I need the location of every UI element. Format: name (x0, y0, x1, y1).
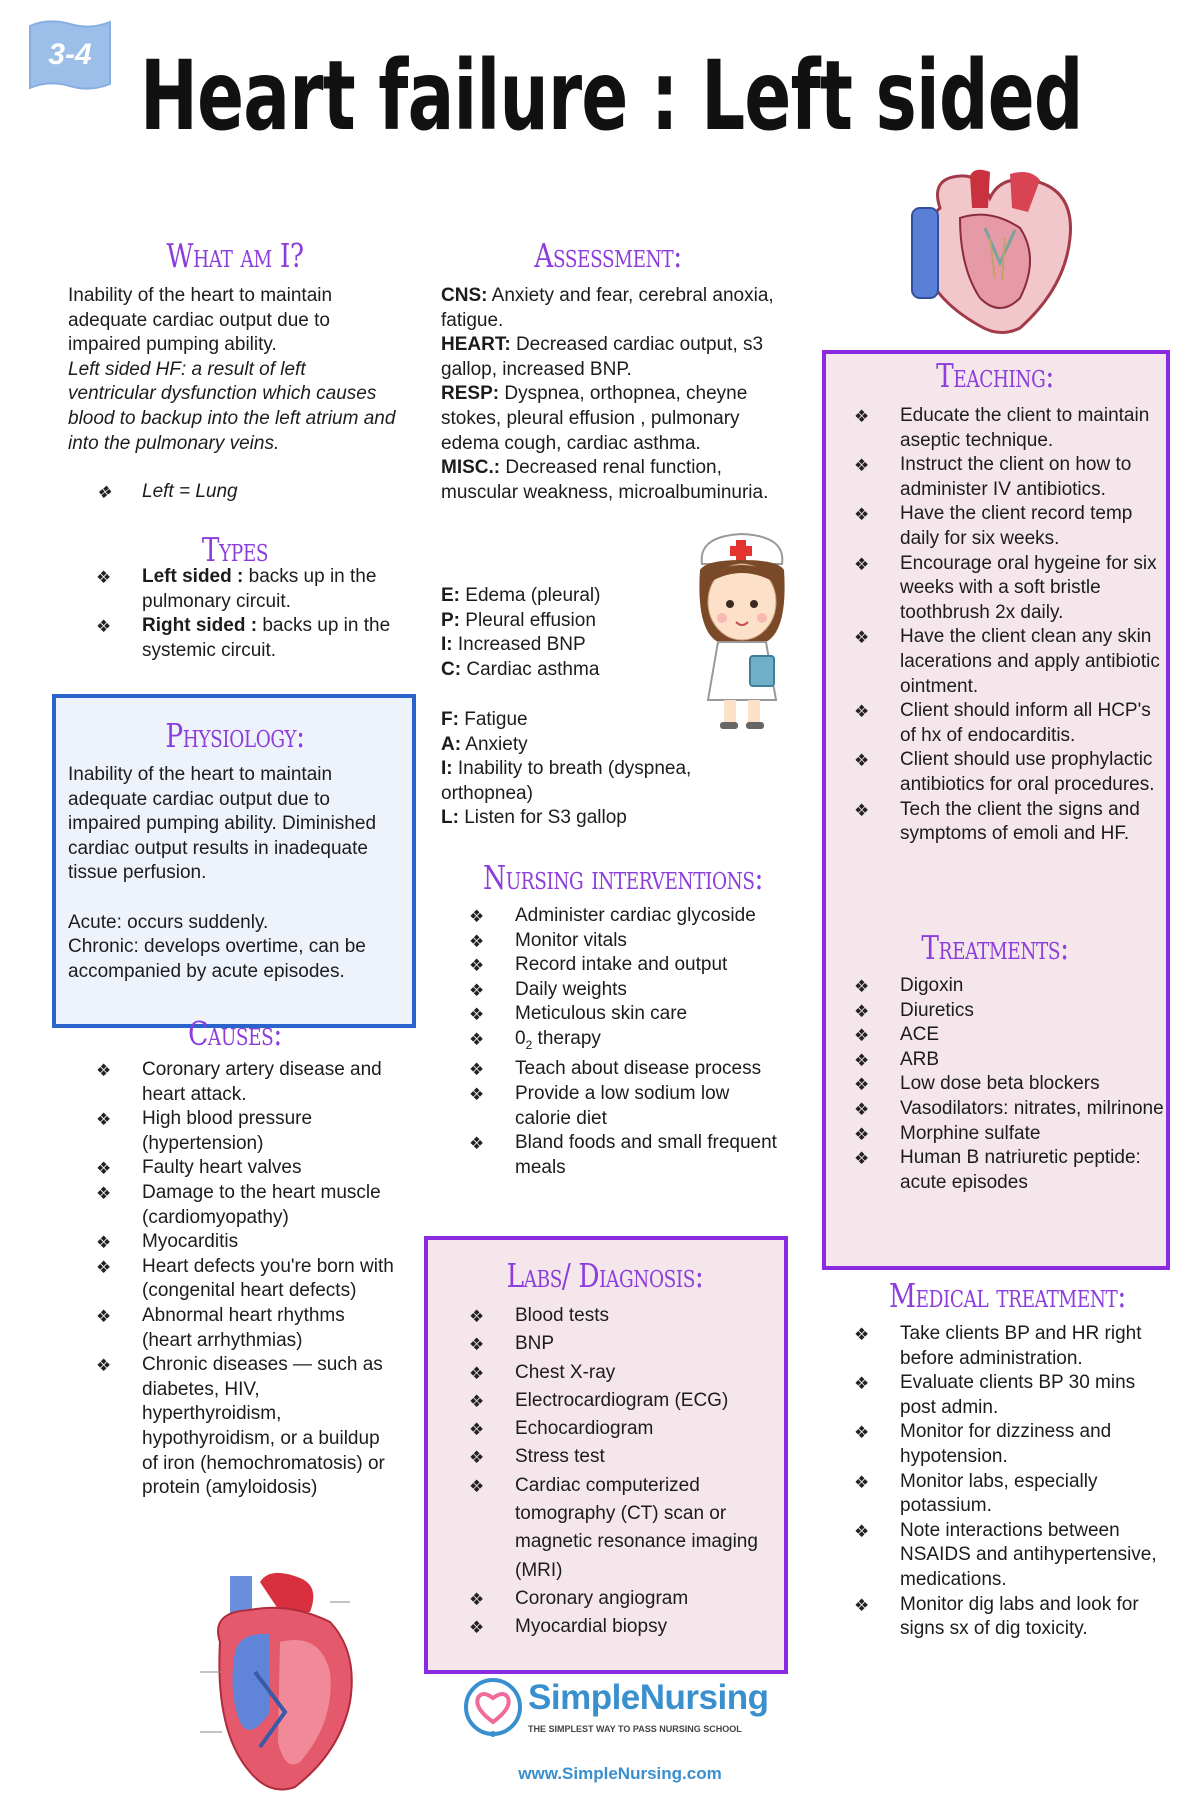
list-item: ❖ Chest X-ray (441, 1359, 781, 1387)
list-item: ❖ Administer cardiac glycoside (441, 904, 781, 929)
list-item: ❖ Heart defects you're born with (congenital heart defects) (96, 1255, 394, 1302)
list-item: ❖ Monitor labs, especially potassium. (854, 1470, 1098, 1517)
list-item: ❖ Vasodilators: nitrates, milrinone (826, 1097, 1170, 1122)
list-item: ❖ Electrocardiogram (ECG) (441, 1387, 781, 1415)
what-am-i-list (68, 480, 398, 505)
list-item: ❖ Daily weights (441, 978, 781, 1003)
assessment-cns: CNS: Anxiety and fear, cerebral anoxia, fatigue. (441, 285, 774, 331)
mnemonic-line: E: Edema (pleural) (441, 585, 601, 606)
diamond-bullet-icon: ❖ (469, 907, 485, 926)
physiology-heading: Physiology: (165, 716, 305, 755)
labs-list (441, 1302, 781, 1642)
diamond-bullet-icon: ❖ (469, 1005, 485, 1025)
mnemonic-line: I: Inability to breath (dyspnea, orthopnea) (441, 758, 692, 804)
diamond-bullet-icon: ❖ (854, 407, 870, 426)
diamond-bullet-icon: ❖ (96, 1257, 112, 1277)
physiology-body (68, 763, 408, 984)
list-item: ❖ ACE (826, 1023, 1170, 1048)
diamond-bullet-icon: ❖ (469, 1084, 485, 1104)
diamond-bullet-icon: ❖ (854, 1124, 870, 1144)
brand-name: SimpleNursing (528, 1678, 769, 1717)
medical-treatment-list (826, 1322, 1170, 1642)
teaching-list (826, 404, 1170, 847)
list-item: ❖ Human B natriuretic peptide: acute episodes (854, 1147, 1141, 1193)
simplenursing-logo (462, 1676, 782, 1746)
diamond-bullet-icon: ❖ (469, 1420, 485, 1440)
nurse-illustration (688, 530, 796, 730)
list-item: ❖ Left sided : backs up in the pulmonary circuit. (96, 566, 377, 612)
list-item: ❖ Abnormal heart rhythms (heart arrhythmias) (96, 1304, 345, 1351)
diamond-bullet-icon: ❖ (96, 1306, 112, 1326)
diamond-bullet-icon: ❖ (469, 1307, 485, 1326)
diamond-bullet-icon: ❖ (96, 1356, 112, 1376)
types-list (68, 565, 398, 663)
diamond-bullet-icon: ❖ (854, 554, 870, 574)
heart-stethoscope-icon (462, 1676, 524, 1738)
brand-tagline: THE SIMPLEST WAY TO PASS NURSING SCHOOL (528, 1724, 742, 1734)
diamond-bullet-icon: ❖ (854, 1001, 870, 1021)
diamond-bullet-icon: ❖ (854, 1075, 870, 1095)
types-heading: Types (201, 530, 269, 569)
diamond-bullet-icon: ❖ (96, 1159, 112, 1179)
list-item: ❖ Cardiac computerized tomography (CT) scan or magnetic resonance imaging (MRI) (469, 1474, 758, 1581)
list-item: ❖ Stress test (441, 1443, 781, 1471)
assessment-resp: RESP: Dyspnea, orthopnea, cheyne stokes, pleural effusion , pulmonary edema cough, cardiac asthma. (441, 383, 748, 454)
diamond-bullet-icon: ❖ (96, 483, 112, 502)
definition-text: Inability of the heart to maintain adequate cardiac output due to impaired pumping ability. (68, 285, 333, 356)
diamond-bullet-icon: ❖ (854, 977, 870, 996)
diamond-bullet-icon: ❖ (469, 956, 485, 976)
list-item: ❖ Blood tests (441, 1302, 781, 1330)
list-item: ❖ Diuretics (826, 999, 1170, 1024)
heart-cross-section-illustration (200, 1572, 360, 1796)
list-item: ❖ $0_2$ therapy (469, 1027, 601, 1052)
teaching-heading: Teaching: (936, 356, 1054, 395)
diamond-bullet-icon: ❖ (96, 1061, 112, 1080)
left-sided-note: Left sided HF: a result of left ventricular dysfunction which causes blood to backup into the left atrium and into the pulmonary veins. (68, 358, 396, 454)
diamond-bullet-icon: ❖ (854, 1374, 870, 1394)
list-item: ❖ Provide a low sodium low calorie diet (469, 1082, 730, 1129)
diamond-bullet-icon: ❖ (96, 568, 112, 587)
diamond-bullet-icon: ❖ (96, 1233, 112, 1253)
chronic-text: Chronic: develops overtime, can be accompanied by acute episodes. (68, 936, 366, 982)
list-item: ❖ Right sided : backs up in the systemic circuit. (96, 615, 391, 661)
list-item: ❖ Myocarditis (68, 1230, 398, 1255)
list-item: ❖ Morphine sulfate (826, 1122, 1170, 1147)
diamond-bullet-icon: ❖ (854, 1595, 870, 1615)
list-item: ❖ Monitor vitals (441, 929, 781, 954)
diamond-bullet-icon: ❖ (854, 800, 870, 820)
diamond-bullet-icon: ❖ (96, 1110, 112, 1130)
heart-anatomy-illustration (900, 168, 1090, 338)
diamond-bullet-icon: ❖ (854, 1423, 870, 1443)
list-item: ❖ Echocardiogram (441, 1415, 781, 1443)
diamond-bullet-icon: ❖ (854, 1521, 870, 1541)
treatments-heading: Treatments: (921, 928, 1069, 967)
mnemonic-line: P: Pleural effusion (441, 609, 596, 631)
diamond-bullet-icon: ❖ (854, 1026, 870, 1046)
list-item: ❖ Meticulous skin care (441, 1002, 781, 1027)
mnemonic-line: C: Cardiac asthma (441, 658, 600, 680)
diamond-bullet-icon: ❖ (854, 1325, 870, 1344)
assessment-heart: HEART: Decreased cardiac output, s3 gallop, increased BNP. (441, 334, 764, 380)
list-item: ❖ Have the client clean any skin lacerations and apply antibiotic ointment. (854, 626, 1160, 697)
diamond-bullet-icon: ❖ (854, 1050, 870, 1070)
list-item: ❖ ARB (826, 1048, 1170, 1073)
diamond-bullet-icon: ❖ (469, 1448, 485, 1468)
what-am-i-heading: What am I? (166, 236, 304, 275)
list-item: ❖ Educate the client to maintain aseptic technique. (854, 405, 1150, 451)
assessment-misc: MISC.: Decreased renal function, muscular weakness, microalbuminuria. (441, 457, 769, 503)
list-item: ❖ Client should use prophylactic antibiotics for oral procedures. (854, 749, 1155, 795)
list-item: ❖ Bland foods and small frequent meals (469, 1132, 777, 1178)
list-item: ❖ Teach about disease process (441, 1057, 781, 1082)
list-item: ❖ Chronic diseases — such as diabetes, HIV, hyperthyroidism, hypothyroidism, or a buildup of iron (hemochromatosis) or protein (amyloidosis) (96, 1354, 385, 1499)
list-item: ❖ Faulty heart valves (68, 1156, 398, 1181)
list-item: ❖ Note interactions between NSAIDS and antihypertensive, medications. (854, 1519, 1157, 1590)
list-item: ❖ Digoxin (826, 974, 1170, 999)
list-item: ❖ Record intake and output (441, 953, 781, 978)
diamond-bullet-icon: ❖ (854, 505, 870, 525)
diamond-bullet-icon: ❖ (469, 1335, 485, 1355)
mnemonic-line: L: Listen for S3 gallop (441, 807, 627, 829)
list-item: ❖ Tech the client the signs and symptoms of emoli and HF. (854, 798, 1140, 845)
diamond-bullet-icon: ❖ (854, 456, 870, 476)
mnemonic-epic (441, 584, 701, 682)
diamond-bullet-icon: ❖ (469, 1363, 485, 1383)
page-number-badge (28, 18, 112, 92)
list-item: ❖ Coronary angiogram (441, 1585, 781, 1613)
causes-list (68, 1058, 398, 1501)
list-item: ❖ Evaluate clients BP 30 mins post admin. (854, 1372, 1136, 1418)
diamond-bullet-icon: ❖ (854, 702, 870, 722)
list-item: ❖ Have the client record temp daily for six weeks. (854, 503, 1133, 549)
website-link[interactable]: www.SimpleNursing.com (518, 1764, 722, 1783)
list-item: ❖ Client should inform all HCP's of hx of endocarditis. (854, 700, 1151, 746)
treatments-list (826, 974, 1170, 1195)
diamond-bullet-icon: ❖ (96, 1183, 112, 1203)
list-item: ❖ Monitor dig labs and look for signs sx of dig toxicity. (854, 1593, 1139, 1640)
assessment-body (441, 284, 781, 505)
physiology-paragraph: Inability of the heart to maintain adequate cardiac output due to impaired pumping ability. Diminished cardiac output results in inadequate tissue perfusion. (68, 764, 377, 884)
nursing-interventions-list (441, 904, 781, 1180)
list-item: ❖ Left = Lung (68, 480, 398, 505)
list-item: ❖ Myocardial biopsy (441, 1613, 781, 1641)
medical-treatment-heading: Medical treatment: (889, 1276, 1126, 1315)
mnemonic-line: I: Increased BNP (441, 634, 586, 656)
diamond-bullet-icon: ❖ (854, 1472, 870, 1492)
diamond-bullet-icon: ❖ (96, 617, 112, 637)
diamond-bullet-icon: ❖ (854, 751, 870, 771)
list-item: ❖ Instruct the client on how to administer IV antibiotics. (854, 454, 1132, 500)
list-item: ❖ Coronary artery disease and heart attack. (96, 1059, 382, 1105)
list-item: ❖ BNP (441, 1330, 781, 1358)
labs-heading: Labs/ Diagnosis: (506, 1256, 704, 1295)
list-item: ❖ Take clients BP and HR right before administration. (854, 1323, 1142, 1369)
list-item: ❖ Monitor for dizziness and hypotension. (854, 1421, 1112, 1467)
diamond-bullet-icon: ❖ (469, 980, 485, 1000)
diamond-bullet-icon: ❖ (469, 1029, 485, 1049)
nursing-interventions-heading: Nursing interventions: (483, 858, 764, 897)
diamond-bullet-icon: ❖ (469, 1391, 485, 1411)
mnemonic-line: A: Anxiety (441, 733, 528, 755)
page-number: 3-4 (48, 38, 92, 71)
diamond-bullet-icon: ❖ (469, 1134, 485, 1154)
diamond-bullet-icon: ❖ (854, 628, 870, 648)
mnemonic-line: F: Fatigue (441, 709, 528, 730)
list-item: ❖ Damage to the heart muscle (cardiomyopathy) (96, 1181, 381, 1228)
diamond-bullet-icon: ❖ (469, 1618, 485, 1638)
list-item: ❖ High blood pressure (hypertension) (96, 1108, 313, 1154)
diamond-bullet-icon: ❖ (469, 931, 485, 951)
page-title: Heart failure : Left sided (140, 40, 1083, 152)
diamond-bullet-icon: ❖ (469, 1476, 485, 1496)
diamond-bullet-icon: ❖ (469, 1060, 485, 1080)
causes-heading: Causes: (188, 1014, 282, 1053)
diamond-bullet-icon: ❖ (854, 1149, 870, 1169)
list-item: ❖ Encourage oral hygeine for six weeks with a soft bristle toothbrush 2x daily. (854, 552, 1157, 623)
list-item: ❖ Low dose beta blockers (826, 1072, 1170, 1097)
acute-text: Acute: occurs suddenly. (68, 911, 269, 933)
diamond-bullet-icon: ❖ (469, 1589, 485, 1609)
diamond-bullet-icon: ❖ (854, 1099, 870, 1119)
assessment-heading: Assessment: (534, 236, 682, 275)
what-am-i-body (68, 284, 398, 456)
